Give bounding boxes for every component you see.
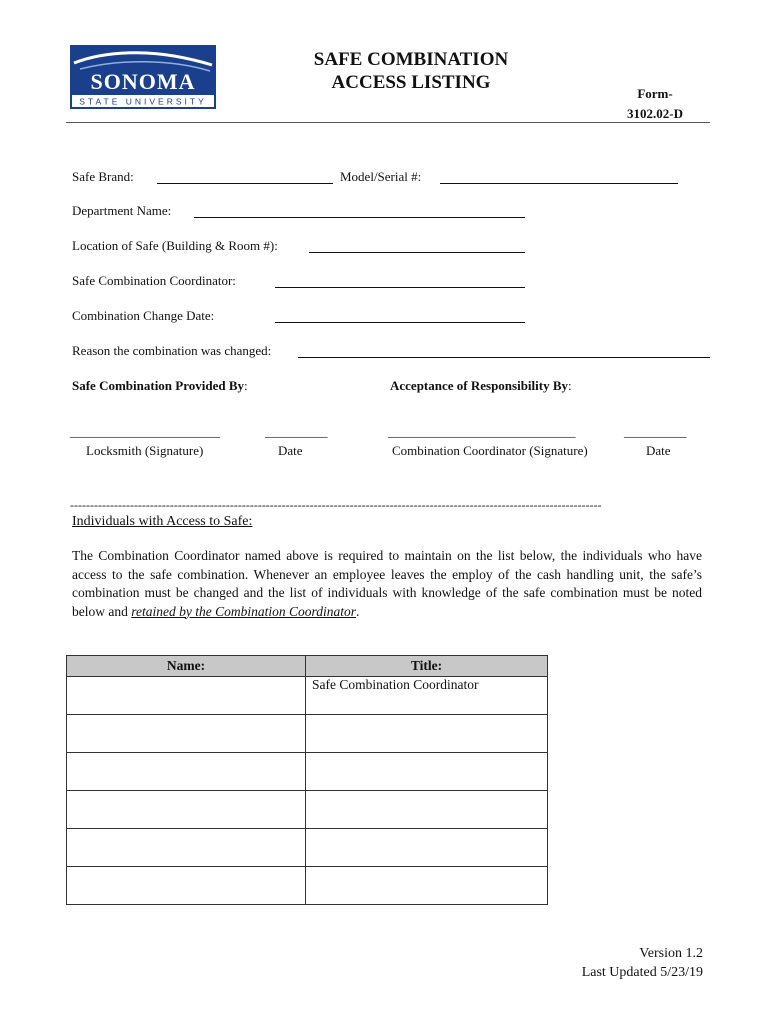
access-heading: Individuals with Access to Safe: — [72, 514, 253, 529]
version-text: Version 1.2 — [639, 946, 703, 961]
last-updated-text: Last Updated 5/23/19 — [581, 965, 703, 980]
header-divider — [66, 122, 710, 123]
title-line-1: SAFE COMBINATION — [313, 49, 509, 70]
locksmith-signature-line[interactable]: ________________________ — [70, 425, 220, 439]
table-row — [67, 867, 548, 905]
coordinator-signature-line[interactable]: ______________________________ — [388, 425, 576, 439]
department-name-label: Department Name: — [72, 203, 172, 218]
locksmith-date-label: Date — [278, 443, 303, 458]
table-header-row — [67, 656, 548, 677]
table-row — [67, 715, 548, 753]
title-cell[interactable] — [306, 829, 548, 867]
model-serial-label: Model/Serial #: — [340, 169, 422, 184]
table-row — [67, 677, 548, 715]
name-cell[interactable] — [67, 677, 306, 715]
title-cell[interactable] — [306, 715, 548, 753]
name-column-header: Name: — [67, 656, 306, 677]
section-separator: ------------------------------------------------------------------------------------------------------------------------------------- — [70, 498, 602, 512]
title-line-2: ACCESS LISTING — [331, 72, 491, 93]
form-number — [600, 84, 710, 124]
change-date-field[interactable] — [275, 322, 525, 323]
location-label: Location of Safe (Building & Room #): — [72, 238, 278, 253]
form-title — [300, 48, 522, 94]
location-field[interactable] — [309, 252, 525, 253]
name-cell[interactable] — [67, 753, 306, 791]
coordinator-label: Safe Combination Coordinator: — [72, 273, 236, 288]
name-cell[interactable] — [67, 791, 306, 829]
access-table — [66, 655, 548, 905]
footer — [560, 944, 703, 982]
coordinator-date-label: Date — [646, 443, 671, 458]
coordinator-signature-label: Combination Coordinator (Signature) — [392, 443, 588, 458]
table-row — [67, 753, 548, 791]
retained-emphasis: retained by the Combination Coordinator — [131, 603, 356, 619]
form-number-line-2: 3102.02-D — [627, 106, 683, 121]
title-cell[interactable]: Safe Combination Coordinator — [306, 677, 548, 715]
form-number-line-1: Form- — [637, 86, 673, 101]
title-cell[interactable] — [306, 867, 548, 905]
locksmith-signature-label: Locksmith (Signature) — [86, 443, 204, 458]
department-name-field[interactable] — [194, 217, 525, 218]
svg-text:STATE UNIVERSITY: STATE UNIVERSITY — [79, 96, 207, 107]
safe-brand-label: Safe Brand: — [72, 169, 134, 184]
reason-label: Reason the combination was changed: — [72, 343, 272, 358]
sonoma-state-logo — [70, 45, 216, 109]
name-cell[interactable] — [67, 829, 306, 867]
coordinator-field[interactable] — [275, 287, 525, 288]
locksmith-date-line[interactable]: __________ — [265, 425, 328, 439]
svg-text:SONOMA: SONOMA — [90, 69, 196, 94]
table-row — [67, 829, 548, 867]
acceptance-heading: Acceptance of Responsibility By: — [390, 378, 572, 393]
table-row — [67, 791, 548, 829]
name-cell[interactable] — [67, 715, 306, 753]
reason-field[interactable] — [298, 357, 710, 358]
safe-brand-field[interactable] — [157, 183, 333, 184]
name-cell[interactable] — [67, 867, 306, 905]
model-serial-field[interactable] — [440, 183, 678, 184]
provided-by-heading: Safe Combination Provided By: — [72, 378, 248, 393]
title-column-header: Title: — [306, 656, 548, 677]
access-instructions: The Combination Coordinator named above is required to maintain on the list below, the individuals who have access to the safe combination. Whenever an employee leaves the employ of the cash handling unit, the safe’s combination must be changed and the list of individuals with knowledge of the safe combination must be noted below and retained by the Combination Coordinator. — [72, 548, 702, 619]
change-date-label: Combination Change Date: — [72, 308, 215, 323]
title-cell[interactable] — [306, 791, 548, 829]
coordinator-date-line[interactable]: __________ — [624, 425, 687, 439]
title-cell[interactable] — [306, 753, 548, 791]
